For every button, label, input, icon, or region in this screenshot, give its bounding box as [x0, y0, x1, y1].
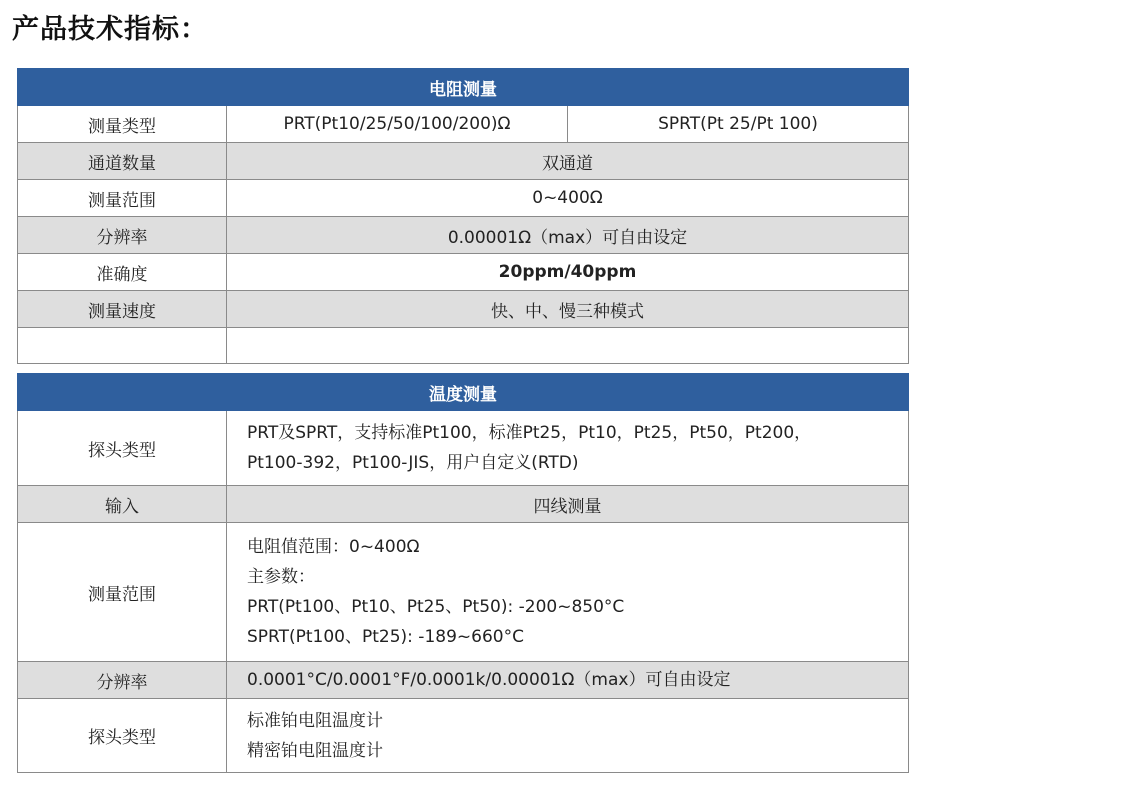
table-row — [18, 217, 909, 254]
row-label: 测量速度 — [18, 291, 227, 328]
row-value-sprt: SPRT(Pt 25/Pt 100) — [568, 106, 909, 143]
row-label: 探头类型 — [18, 699, 227, 773]
row-label: 测量类型 — [18, 106, 227, 143]
table-row — [18, 662, 909, 699]
row-value — [227, 523, 909, 662]
value-line: 0.0001°C/0.0001°F/0.0001k/0.00001Ω（max）可自由设定 — [247, 670, 731, 690]
value-line: PRT(Pt100、Pt10、Pt25、Pt50): -200~850°C — [247, 597, 625, 617]
resistance-section-header: 电阻测量 — [18, 69, 909, 106]
value-line: 电阻值范围：0~400Ω — [247, 537, 420, 557]
row-value: 0.00001Ω（max）可自由设定 — [227, 217, 909, 254]
table-row — [18, 254, 909, 291]
row-value: 快、中、慢三种模式 — [227, 291, 909, 328]
row-label — [18, 328, 227, 364]
table-row — [18, 486, 909, 523]
row-label: 通道数量 — [18, 143, 227, 180]
table-row — [18, 411, 909, 486]
table-row — [18, 180, 909, 217]
temperature-section-header: 温度测量 — [18, 374, 909, 411]
row-value: 0~400Ω — [227, 180, 909, 217]
row-value — [227, 328, 909, 364]
value-line: SPRT(Pt100、Pt25): -189~660°C — [247, 627, 524, 647]
row-value: 四线测量 — [227, 486, 909, 523]
row-label: 分辨率 — [18, 217, 227, 254]
temperature-spec-table — [17, 373, 909, 773]
resistance-spec-table — [17, 68, 909, 364]
table-row — [18, 106, 909, 143]
row-value — [227, 411, 909, 486]
row-label: 准确度 — [18, 254, 227, 291]
row-label: 测量范围 — [18, 523, 227, 662]
row-label: 探头类型 — [18, 411, 227, 486]
row-value — [227, 662, 909, 699]
value-line: 主参数： — [247, 567, 315, 587]
row-value-prt: PRT(Pt10/25/50/100/200)Ω — [227, 106, 568, 143]
page-title: 产品技术指标： — [12, 14, 208, 45]
value-line: 精密铂电阻温度计 — [247, 740, 383, 761]
value-line: 标准铂电阻温度计 — [247, 710, 383, 731]
table-row — [18, 143, 909, 180]
value-line: Pt100-392，Pt100-JIS，用户自定义(RTD) — [247, 453, 579, 473]
table-row — [18, 291, 909, 328]
value-line: PRT及SPRT，支持标准Pt100，标准Pt25，Pt10，Pt25，Pt50，Pt200， — [247, 423, 812, 443]
table-row — [18, 523, 909, 662]
row-value: 双通道 — [227, 143, 909, 180]
table-row — [18, 328, 909, 364]
row-label: 输入 — [18, 486, 227, 523]
row-label: 分辨率 — [18, 662, 227, 699]
table-row — [18, 699, 909, 773]
row-label: 测量范围 — [18, 180, 227, 217]
row-value — [227, 699, 909, 773]
row-value: 20ppm/40ppm — [227, 254, 909, 291]
